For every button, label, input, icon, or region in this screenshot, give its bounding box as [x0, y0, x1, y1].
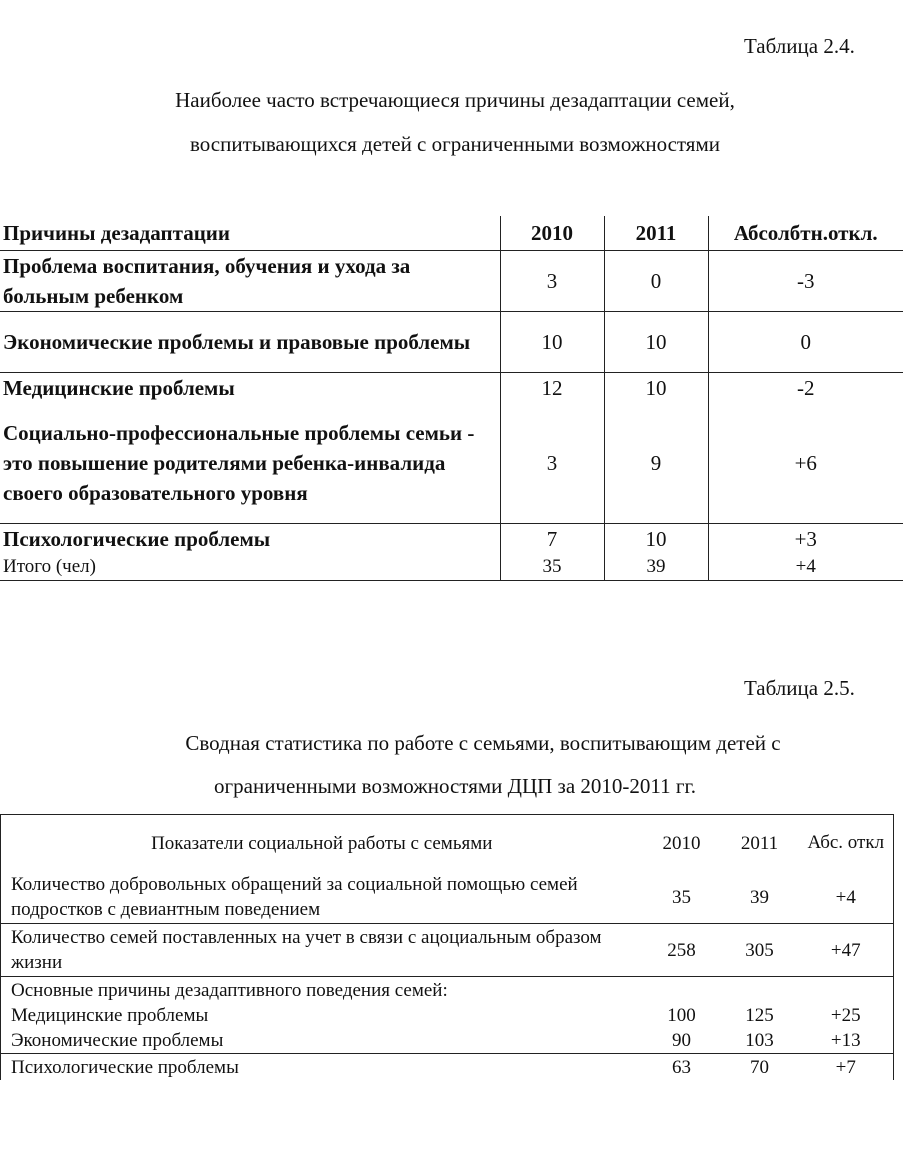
column-header-2010: 2010	[662, 832, 701, 854]
row-value-2011: 10	[604, 524, 708, 555]
table-row	[0, 524, 903, 555]
row-indicator: Количество семей поставленных на учет в связи с ацоциальным образом жизни	[1, 924, 643, 977]
row-value-2010: 100	[667, 1005, 696, 1026]
row-value-2011: 125	[745, 1005, 774, 1026]
row-value-2011: 305	[745, 939, 774, 961]
row-value-2011: 103	[745, 1030, 774, 1051]
row-value-2011: 39	[750, 886, 769, 908]
table-header-row	[0, 216, 903, 251]
row-value-2011: 10	[604, 373, 708, 404]
column-header-2011: 2011	[604, 216, 708, 251]
table-row	[1, 1054, 894, 1081]
row-value-diff: +3	[708, 524, 903, 555]
column-header-2010: 2010	[500, 216, 604, 251]
table-header-row	[1, 815, 894, 872]
row-value-diff: +13	[799, 1028, 894, 1054]
row-value-diff: +7	[799, 1054, 894, 1081]
row-indicator: Медицинские проблемы	[1, 1003, 643, 1028]
row-value-diff	[799, 977, 894, 1004]
column-header-reasons: Причины дезадаптации	[3, 221, 231, 245]
column-header-abs-diff: Абсолбтн.откл.	[708, 216, 903, 251]
table-row	[0, 251, 903, 312]
row-value-2011: 70	[750, 1056, 769, 1078]
row-indicator: Психологические проблемы	[1, 1054, 643, 1081]
row-value-2010: 3	[500, 403, 604, 524]
table-2-5	[0, 814, 894, 1080]
table-row	[1, 1028, 894, 1054]
table-2-5-title-line-2: ограниченными возможностями ДЦП за 2010-2011 гг.	[214, 774, 696, 798]
row-value-diff: 0	[708, 312, 903, 373]
row-value-diff: -2	[708, 373, 903, 404]
row-reason: Экономические проблемы и правовые проблемы	[3, 330, 471, 354]
row-reason: Психологические проблемы	[3, 527, 271, 551]
row-value-2011: 9	[604, 403, 708, 524]
row-value-2010	[643, 977, 721, 1004]
table-total-row	[0, 554, 903, 581]
row-value-2010: 7	[500, 524, 604, 555]
row-reason: Социально-профессиональные проблемы семьи - это повышение родителями ребенка-инвалида своего образовательного уровня	[3, 421, 475, 505]
total-value-2010: 35	[500, 554, 604, 581]
table-row	[1, 924, 894, 977]
table-2-4-title-line-2: воспитывающихся детей с ограниченными возможностями	[190, 132, 720, 156]
column-header-2011: 2011	[740, 832, 779, 854]
row-indicator: Экономические проблемы	[1, 1028, 643, 1054]
table-row	[0, 312, 903, 373]
column-header-indicators: Показатели социальной работы с семьями	[1, 815, 643, 872]
column-header-abs-diff: Абс. откл	[799, 815, 894, 872]
row-value-2010: 3	[500, 251, 604, 312]
row-value-2010: 35	[672, 886, 691, 908]
row-value-2011: 0	[604, 251, 708, 312]
row-value-2011	[721, 977, 799, 1004]
row-value-diff: +25	[799, 1003, 894, 1028]
row-value-2010: 12	[500, 373, 604, 404]
total-value-diff: +4	[708, 554, 903, 581]
row-reason: Медицинские проблемы	[3, 376, 235, 400]
total-label: Итого (чел)	[3, 556, 96, 577]
row-value-diff: -3	[708, 251, 903, 312]
table-2-5-label: Таблица 2.5.	[744, 676, 855, 700]
row-indicator: Количество добровольных обращений за социальной помощью семей подростков с девиантным поведением	[1, 871, 643, 924]
row-value-2010: 63	[672, 1056, 691, 1078]
table-row	[0, 373, 903, 404]
table-row	[0, 403, 903, 524]
table-row	[1, 871, 894, 924]
table-row	[1, 1003, 894, 1028]
row-indicator: Основные причины дезадаптивного поведения семей:	[1, 977, 643, 1004]
row-value-2010: 90	[672, 1030, 691, 1051]
row-value-2010: 10	[500, 312, 604, 373]
table-2-5-title-line-1: Сводная статистика по работе с семьями, воспитывающим детей с	[185, 731, 781, 755]
total-value-2011: 39	[604, 554, 708, 581]
table-2-4-title-line-1: Наиболее часто встречающиеся причины дезадаптации семей,	[175, 88, 735, 112]
row-value-2011: 10	[604, 312, 708, 373]
row-value-2010: 258	[667, 939, 696, 961]
table-2-4-label: Таблица 2.4.	[744, 34, 855, 58]
row-value-diff: +47	[799, 924, 894, 977]
row-reason: Проблема воспитания, обучения и ухода за больным ребенком	[3, 254, 411, 308]
table-2-4	[0, 216, 903, 581]
table-row	[1, 977, 894, 1004]
row-value-diff: +6	[708, 403, 903, 524]
row-value-diff: +4	[799, 871, 894, 924]
